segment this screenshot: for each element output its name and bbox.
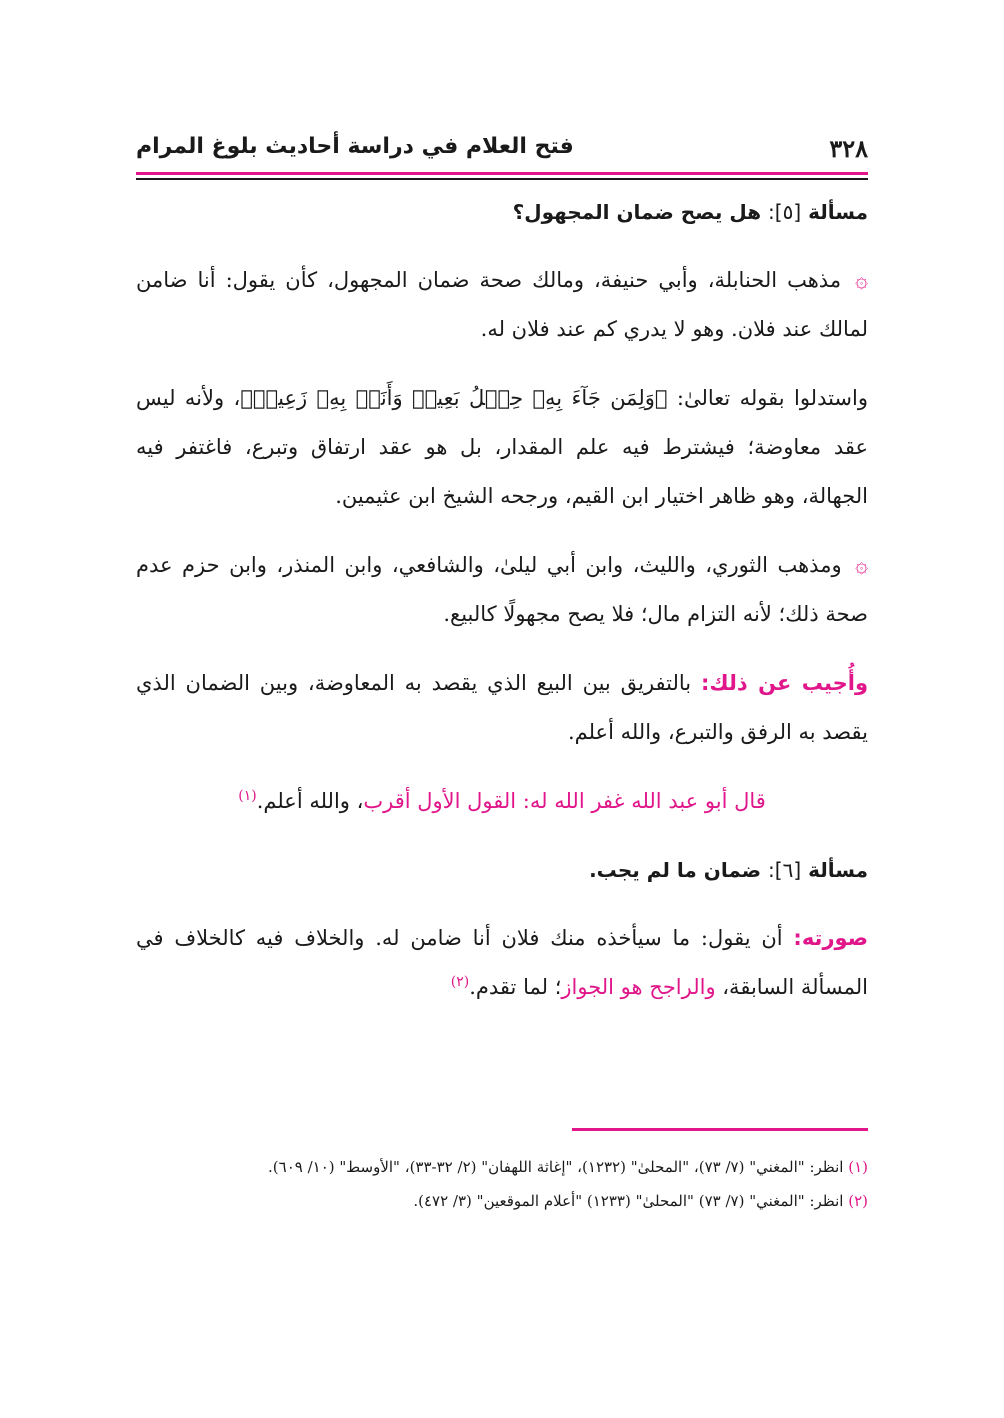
paragraph-response (136, 659, 868, 757)
page-header (136, 130, 868, 170)
issue-title: ضمان ما لم يجب. (589, 858, 762, 882)
paragraph-evidence (136, 374, 868, 521)
page-body (136, 196, 868, 1032)
footnotes (136, 1152, 868, 1220)
book-title: فتح العلام في دراسة أحاديث بلوغ المرام (136, 134, 574, 159)
footnote-number: (١) (848, 1158, 868, 1176)
header-rule-dark (136, 178, 868, 180)
footnote-ref-2[interactable]: (٢) (450, 974, 470, 990)
paragraph-opposing-view (136, 541, 868, 639)
response-text: بالتفريق بين البيع الذي يقصد به المعاوضة، وبين الضمان الذي يقصد به الرفق والتبرع، والله أعلم. (136, 671, 868, 744)
footnote-separator (572, 1128, 868, 1131)
author-conclusion (136, 777, 868, 826)
footnote-text: انظر: "المغني" (٧/ ٧٣)، "المحلىٰ" (١٢٣٢)، "إغاثة اللهفان" (٢/ ٣٢-٣٣)، "الأوسط" (١٠/ ٦٠٩). (268, 1158, 844, 1176)
issue-number: [٦]: (768, 858, 802, 882)
flower-ornament-icon: ۞ (855, 268, 868, 293)
description-tail: ؛ لما تقدم. (469, 975, 562, 999)
footnote-2 (136, 1186, 868, 1216)
description-text: أن يقول: ما سيأخذه منك فلان أنا ضامن له. والخلاف فيه كالخلاف في المسألة السابقة، (136, 926, 868, 999)
paragraph-description (136, 914, 868, 1012)
page-number: ٣٢٨ (829, 134, 868, 163)
author-conclusion-text: ، والله أعلم. (256, 789, 364, 813)
evidence-intro: واستدلوا بقوله تعالىٰ: (676, 386, 869, 410)
preferred-view-highlight: والراجح هو الجواز (561, 975, 716, 999)
paragraph-hanbali-view (136, 256, 868, 354)
quran-verse: ﴿وَلِمَن جَآءَ بِهِۦ حِمۡلُ بَعِيرٖ وَأَنَا۠ بِهِۦ زَعِيمٞ﴾ (240, 386, 668, 410)
issue-label: مسألة (808, 858, 868, 882)
description-label: صورته: (793, 926, 868, 950)
issue-heading-5 (136, 196, 868, 228)
author-conclusion-highlight: قال أبو عبد الله غفر الله له: القول الأول أقرب (363, 789, 766, 813)
footnote-1 (136, 1152, 868, 1182)
issue-title: هل يصح ضمان المجهول؟ (512, 200, 762, 224)
footnote-text: انظر: "المغني" (٧/ ٧٣) "المحلىٰ" (١٢٣٣) "أعلام الموقعين" (٣/ ٤٧٢). (413, 1192, 844, 1210)
header-rule-accent (136, 172, 868, 175)
issue-heading-6 (136, 854, 868, 886)
evidence-text: ، ولأنه ليس عقد معاوضة؛ فيشترط فيه علم المقدار، بل هو عقد ارتفاق وتبرع، فاغتفر فيه الجهالة، وهو ظاهر اختيار ابن القيم، ورجحه الشيخ ابن عثيمين. (136, 386, 868, 508)
issue-label: مسألة (808, 200, 868, 224)
response-label: وأُجيب عن ذلك: (701, 671, 868, 695)
flower-ornament-icon: ۞ (855, 553, 868, 578)
paragraph-text: ومذهب الثوري، والليث، وابن أبي ليلىٰ، والشافعي، وابن المنذر، وابن حزم عدم صحة ذلك؛ لأنه التزام مال؛ فلا يصح مجهولًا كالبيع. (136, 553, 868, 626)
footnote-ref-1[interactable]: (١) (238, 788, 257, 804)
footnote-number: (٢) (848, 1192, 868, 1210)
paragraph-text: مذهب الحنابلة، وأبي حنيفة، ومالك صحة ضمان المجهول، كأن يقول: أنا ضامن لمالك عند فلان. وهو لا يدري كم عند فلان له. (136, 268, 868, 341)
book-page (136, 0, 868, 1418)
issue-number: [٥]: (768, 200, 802, 224)
